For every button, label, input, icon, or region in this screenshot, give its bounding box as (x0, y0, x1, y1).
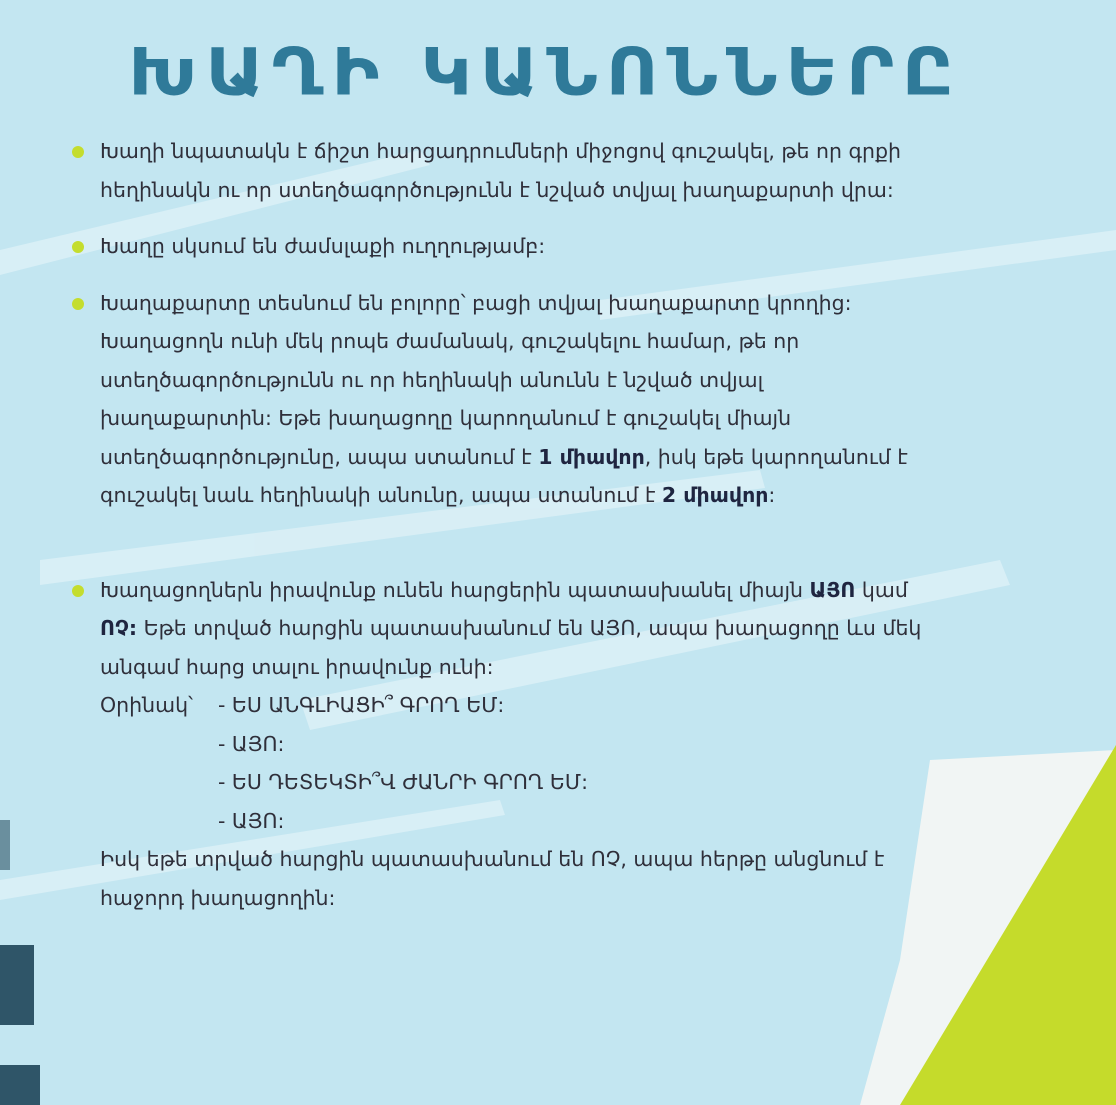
rule-item-goal (72, 132, 1032, 209)
rules-list (72, 132, 1032, 917)
rule-item-scoring (72, 284, 1032, 515)
example-question: - ԵՍ ԱՆԳԼԻԱՑԻ՞ ԳՐՈՂ ԵՄ: (218, 693, 505, 717)
rule-text: գուշակել նաև հեղինակի անունը, ապա ստանում է (100, 483, 662, 507)
example-answer: - ԱՅՈ: (218, 731, 285, 756)
bullet-dot-icon (72, 146, 84, 158)
example-question: - ԵՍ ԴԵՏԵԿՏԻ՞Վ ԺԱՆՐԻ ԳՐՈՂ ԵՄ: (218, 770, 589, 794)
example-row (100, 725, 1032, 764)
rule-line (100, 476, 1032, 515)
rule-item-start (72, 227, 1032, 266)
page-title: ԽԱՂԻ ԿԱՆՈՆՆԵՐԸ (128, 34, 962, 110)
example-row (100, 802, 1032, 841)
rule-item-questions (72, 571, 1032, 918)
one-point-text: 1 միավոր (538, 444, 645, 469)
rule-line: խաղաքարտին: Եթե խաղացողը կարողանում է գուշակել միայն (100, 406, 792, 430)
example-answer: - ԱՅՈ: (218, 808, 285, 833)
dark-mark (0, 820, 10, 870)
rule-line (100, 438, 1032, 477)
example-row (100, 763, 1032, 802)
rule-text: : (768, 483, 776, 507)
rule-line: ստեղծագործությունն ու որ հեղինակի անունն է նշված տվյալ (100, 367, 764, 392)
bullet-dot-icon (72, 241, 84, 253)
rule-text: ստեղծագործությունը, ապա ստանում է (100, 444, 539, 469)
rule-line: Խաղացողն ունի մեկ րոպե ժամանակ, գուշակելու համար, թե որ (100, 329, 800, 353)
example-label: Օրինակ՝ (100, 693, 193, 717)
rule-line: Խաղաքարտը տեսնում են բոլորը՝ բացի տվյալ խաղաքարտը կրողից: (100, 290, 852, 315)
yes-text: ԱՅՈ (809, 577, 856, 602)
rule-line: անգամ հարց տալու իրավունք ունի: (100, 654, 494, 679)
dark-block-bottom (0, 1065, 40, 1105)
rule-text: կամ (855, 577, 908, 602)
rule-line: հաջորդ խաղացողին: (100, 885, 336, 910)
rule-text: Եթե տրված հարցին պատասխանում են ԱՅՈ, ապա խաղացողը ևս մեկ (137, 616, 922, 640)
no-text: ՈՉ: (100, 616, 138, 640)
example-row (100, 686, 1032, 725)
rule-line: հեղինակն ու որ ստեղծագործությունն է նշված տվյալ խաղաքարտի վրա: (100, 177, 894, 202)
rule-line: Խաղի նպատակն է ճիշտ հարցադրումների միջոցով գուշակել, թե որ գրքի (100, 139, 902, 163)
rule-line: Իսկ եթե տրված հարցին պատասխանում են ՈՉ, ապա հերթը անցնում է (100, 847, 885, 871)
rule-text: Խաղացողներն իրավունք ունեն հարցերին պատասխանել միայն (100, 577, 810, 602)
rule-line (100, 609, 1032, 648)
dark-block-top (0, 945, 34, 1025)
rule-line (100, 571, 1032, 610)
bullet-dot-icon (72, 298, 84, 310)
rule-text: , իսկ եթե կարողանում է (644, 444, 908, 469)
two-points-text: 2 միավոր (661, 483, 769, 507)
rule-line: Խաղը սկսում են ժամսլաքի ուղղությամբ: (100, 234, 546, 258)
bullet-dot-icon (72, 585, 84, 597)
